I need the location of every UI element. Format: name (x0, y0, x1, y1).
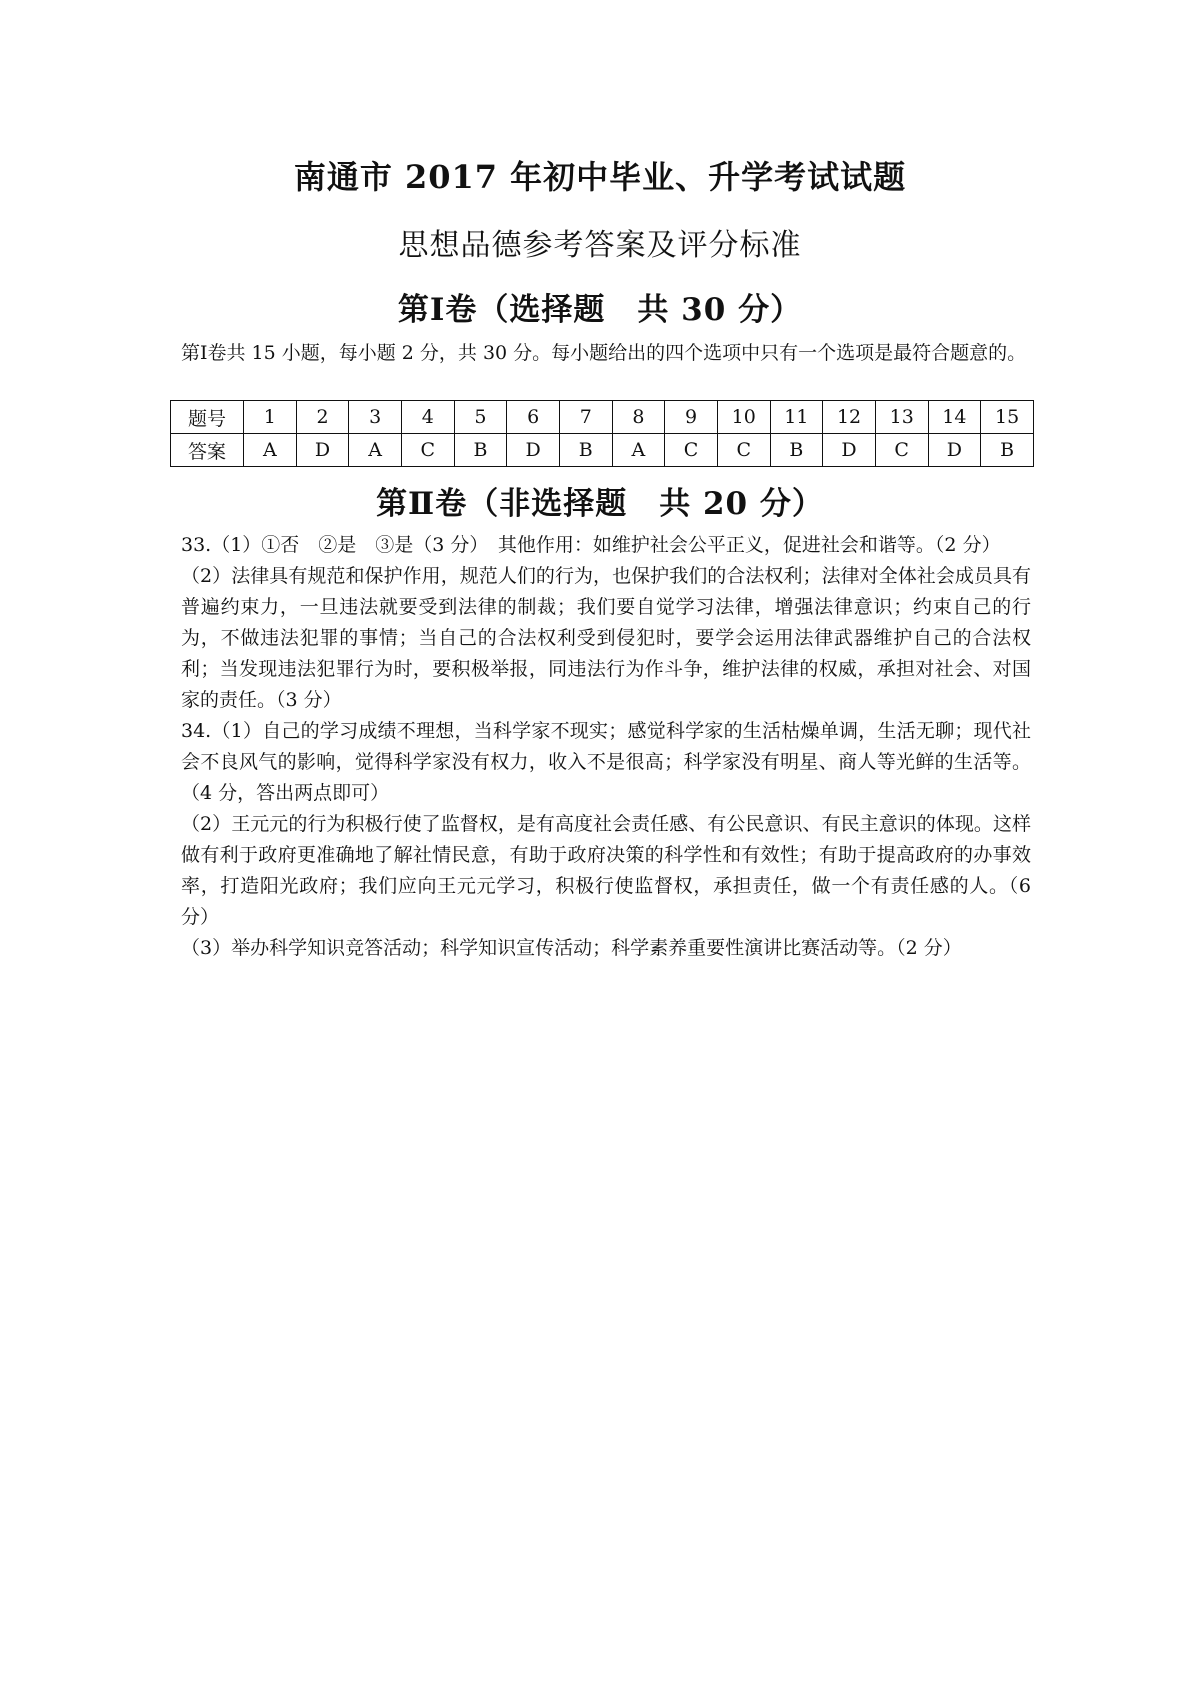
answer-cell: B (981, 434, 1034, 467)
answer-cell: D (823, 434, 876, 467)
answer-paragraph: （2）法律具有规范和保护作用，规范人们的行为，也保护我们的合法权利；法律对全体社会成员具有普遍约束力，一旦违法就要受到法律的制裁；我们要自觉学习法律，增强法律意识；约束自己的行为，不做违法犯罪的事情；当自己的合法权利受到侵犯时，要学会运用法律武器维护自己的合法权利；当发现违法犯罪行为时，要积极举报，同违法行为作斗争，维护法律的权威，承担对社会、对国家的责任。（3 分） (181, 565, 1031, 711)
question-number: 15 (981, 401, 1034, 434)
answer-paragraph: 34.（1）自己的学习成绩不理想，当科学家不现实；感觉科学家的生活枯燥单调，生活无聊；现代社会不良风气的影响，觉得科学家没有权力，收入不是很高；科学家没有明星、商人等光鲜的生活等。（4 分，答出两点即可） (181, 720, 1031, 804)
question-number: 9 (665, 401, 718, 434)
answer-cell: D (507, 434, 560, 467)
question-number: 13 (875, 401, 928, 434)
question-number: 5 (454, 401, 507, 434)
question-number: 4 (401, 401, 454, 434)
question-number: 6 (507, 401, 560, 434)
question-number: 3 (349, 401, 402, 434)
table-row-numbers (171, 401, 1034, 434)
answer-paragraph: （2）王元元的行为积极行使了监督权，是有高度社会责任感、有公民意识、有民主意识的体现。这样做有利于政府更准确地了解社情民意，有助于政府决策的科学性和有效性；有助于提高政府的办事效率，打造阳光政府；我们应向王元元学习，积极行使监督权，承担责任，做一个有责任感的人。（6 分） (181, 813, 1031, 928)
row-header-answer: 答案 (171, 434, 244, 467)
question-number: 7 (559, 401, 612, 434)
row-header-number: 题号 (171, 401, 244, 434)
answer-cell: B (559, 434, 612, 467)
answer-cell: C (665, 434, 718, 467)
section1-intro: 第Ⅰ卷共 15 小题，每小题 2 分，共 30 分。每小题给出的四个选项中只有一个选项是最符合题意的。 (181, 342, 1027, 364)
answer-cell: A (349, 434, 402, 467)
answer-cell: B (770, 434, 823, 467)
table-row-answers (171, 434, 1034, 467)
answer-cell: A (244, 434, 297, 467)
answer-cell: D (296, 434, 349, 467)
answer-cell: D (928, 434, 981, 467)
section2-heading: 第Ⅱ卷（非选择题 共 20 分） (376, 486, 824, 522)
answer-cell: C (875, 434, 928, 467)
question-number: 12 (823, 401, 876, 434)
question-number: 1 (244, 401, 297, 434)
answer-paragraph: （3）举办科学知识竞答活动；科学知识宣传活动；科学素养重要性演讲比赛活动等。（2 分） (181, 937, 962, 959)
section2-answers (181, 530, 1031, 964)
question-number: 8 (612, 401, 665, 434)
question-number: 14 (928, 401, 981, 434)
section1-heading: 第Ⅰ卷（选择题 共 30 分） (397, 292, 803, 328)
answer-paragraph: 33.（1）①否 ②是 ③是（3 分） 其他作用：如维护社会公平正义，促进社会和谐等。（2 分） (181, 534, 1001, 556)
answer-cell: A (612, 434, 665, 467)
question-number: 2 (296, 401, 349, 434)
document-subtitle: 思想品德参考答案及评分标准 (398, 228, 802, 263)
answer-cell: B (454, 434, 507, 467)
question-number: 11 (770, 401, 823, 434)
answer-table (170, 400, 1034, 467)
answer-cell: C (717, 434, 770, 467)
question-number: 10 (717, 401, 770, 434)
document-title: 南通市 2017 年初中毕业、升学考试试题 (293, 158, 907, 196)
answer-cell: C (401, 434, 454, 467)
